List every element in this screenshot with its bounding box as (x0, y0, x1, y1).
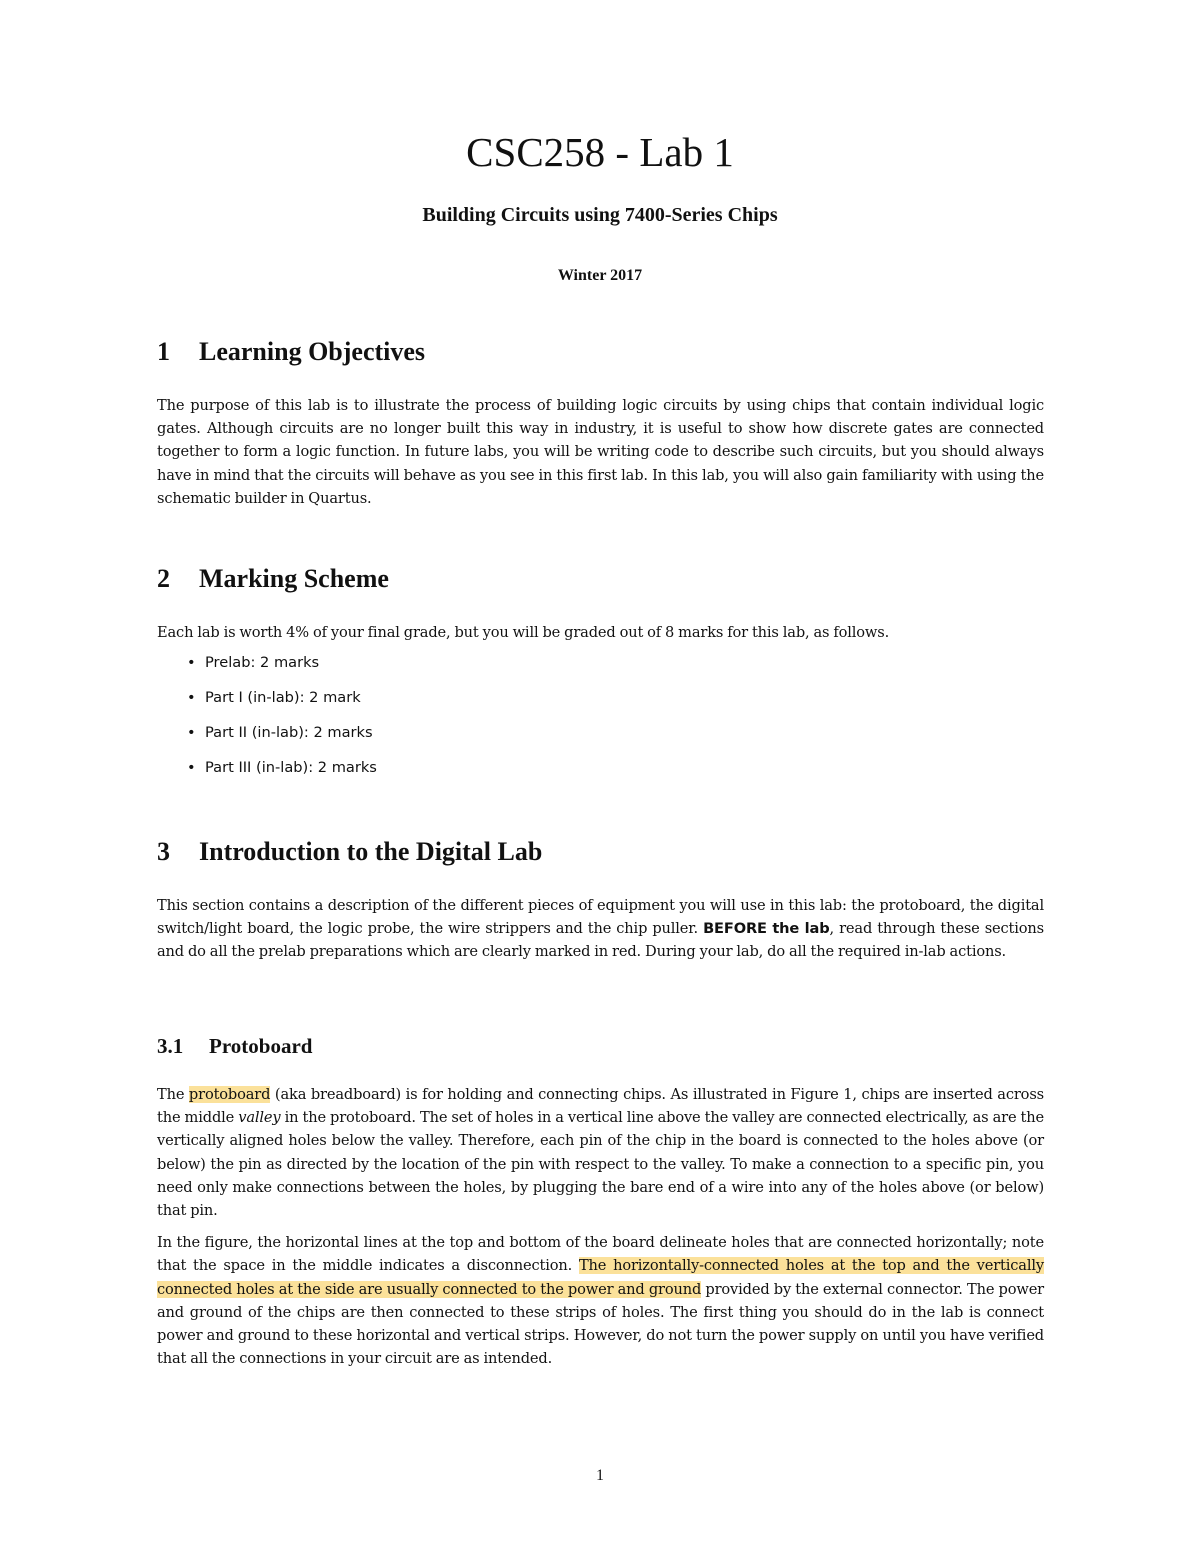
section-heading (157, 837, 1044, 867)
highlighted-text: The horizontally-connected holes at the top and the vertically connected holes at the side are usually connected to the power and ground (157, 1257, 1044, 1298)
list-item: • Prelab: 2 marks (187, 654, 320, 672)
list-item: • Part I (in-lab): 2 mark (187, 689, 361, 707)
page-number: 1 (596, 1467, 604, 1484)
subsection-heading (157, 1034, 1044, 1059)
bold-text: BEFORE the lab (703, 920, 830, 938)
section-marking-scheme (157, 564, 1044, 794)
list-item: • Part II (in-lab): 2 marks (187, 724, 373, 742)
document-subtitle: Building Circuits using 7400-Series Chips (422, 204, 778, 226)
bullet-icon: • (187, 724, 196, 742)
section-number: 2 (157, 564, 170, 593)
section-title: Marking Scheme (199, 564, 389, 593)
section-learning-objectives (157, 337, 1044, 510)
section-title: Introduction to the Digital Lab (199, 837, 543, 866)
bullet-icon: • (187, 654, 196, 672)
subsection-protoboard (157, 1034, 1044, 1370)
section-heading (157, 564, 1044, 594)
section-title: Learning Objectives (199, 337, 426, 366)
bullet-icon: • (187, 759, 196, 777)
list-item: • Part III (in-lab): 2 marks (187, 759, 377, 777)
section-paragraph: The purpose of this lab is to illustrate the process of building logic circuits by using chips that contain individual logic gates. Although circuits are no longer built this way in industry, it is useful to show how discrete gates are connected together to form a logic function. In future labs, you will be writing code to describe such circuits, but you should always have in mind that the circuits will behave as you see in this first lab. In this lab, you will also gain familiarity with using the schematic builder in Quartus. (157, 397, 1044, 507)
section-paragraph: This section contains a description of the different pieces of equipment you will use in this lab: the protoboard, the digital switch/light board, the logic probe, the wire strippers and the chip puller. BEFORE the lab, read through these sections and do all the prelab preparations which are clearly marked in red. During your lab, do all the required in-lab actions. (157, 897, 1045, 961)
italic-text: valley (238, 1109, 281, 1127)
section-introduction-digital-lab (157, 837, 1044, 964)
section-paragraph: In the figure, the horizontal lines at the top and bottom of the board delineate holes that are connected horizontally; note that the space in the middle indicates a disconnection. The horizontally-connected holes at the top and the vertically connected holes at the side are usually connected to the power and ground provided by the external connector. The power and ground of the chips are then connected to these strips of holes. The first thing you should do in the lab is connect power and ground to these horizontal and vertical strips. However, do not turn the power supply on until you have verified that all the connections in your circuit are as intended. (157, 1234, 1045, 1368)
bullet-icon: • (187, 689, 196, 707)
section-heading (157, 337, 1044, 367)
subsection-number: 3.1 (157, 1034, 184, 1058)
section-number: 3 (157, 837, 170, 866)
marks-list (157, 654, 1044, 777)
document-term: Winter 2017 (557, 267, 643, 284)
section-number: 1 (157, 337, 170, 366)
subsection-title: Protoboard (209, 1034, 313, 1058)
section-paragraph: The protoboard (aka breadboard) is for holding and connecting chips. As illustrated in Figure 1, chips are inserted across the middle valley in the protoboard. The set of holes in a vertical line above the valley are connected electrically, as are the vertically aligned holes below the valley. Therefore, each pin of the chip in the board is connected to the holes above (or below) the pin as directed by the location of the pin with respect to the valley. To make a connection to a specific pin, you need only make connections between the holes, by plugging the bare end of a wire into any of the holes above (or below) that pin. (157, 1086, 1044, 1220)
document-title: CSC258 - Lab 1 (466, 129, 734, 175)
highlighted-text: protoboard (188, 1086, 271, 1103)
section-paragraph: Each lab is worth 4% of your final grade, but you will be graded out of 8 marks for this lab, as follows. (157, 624, 890, 641)
